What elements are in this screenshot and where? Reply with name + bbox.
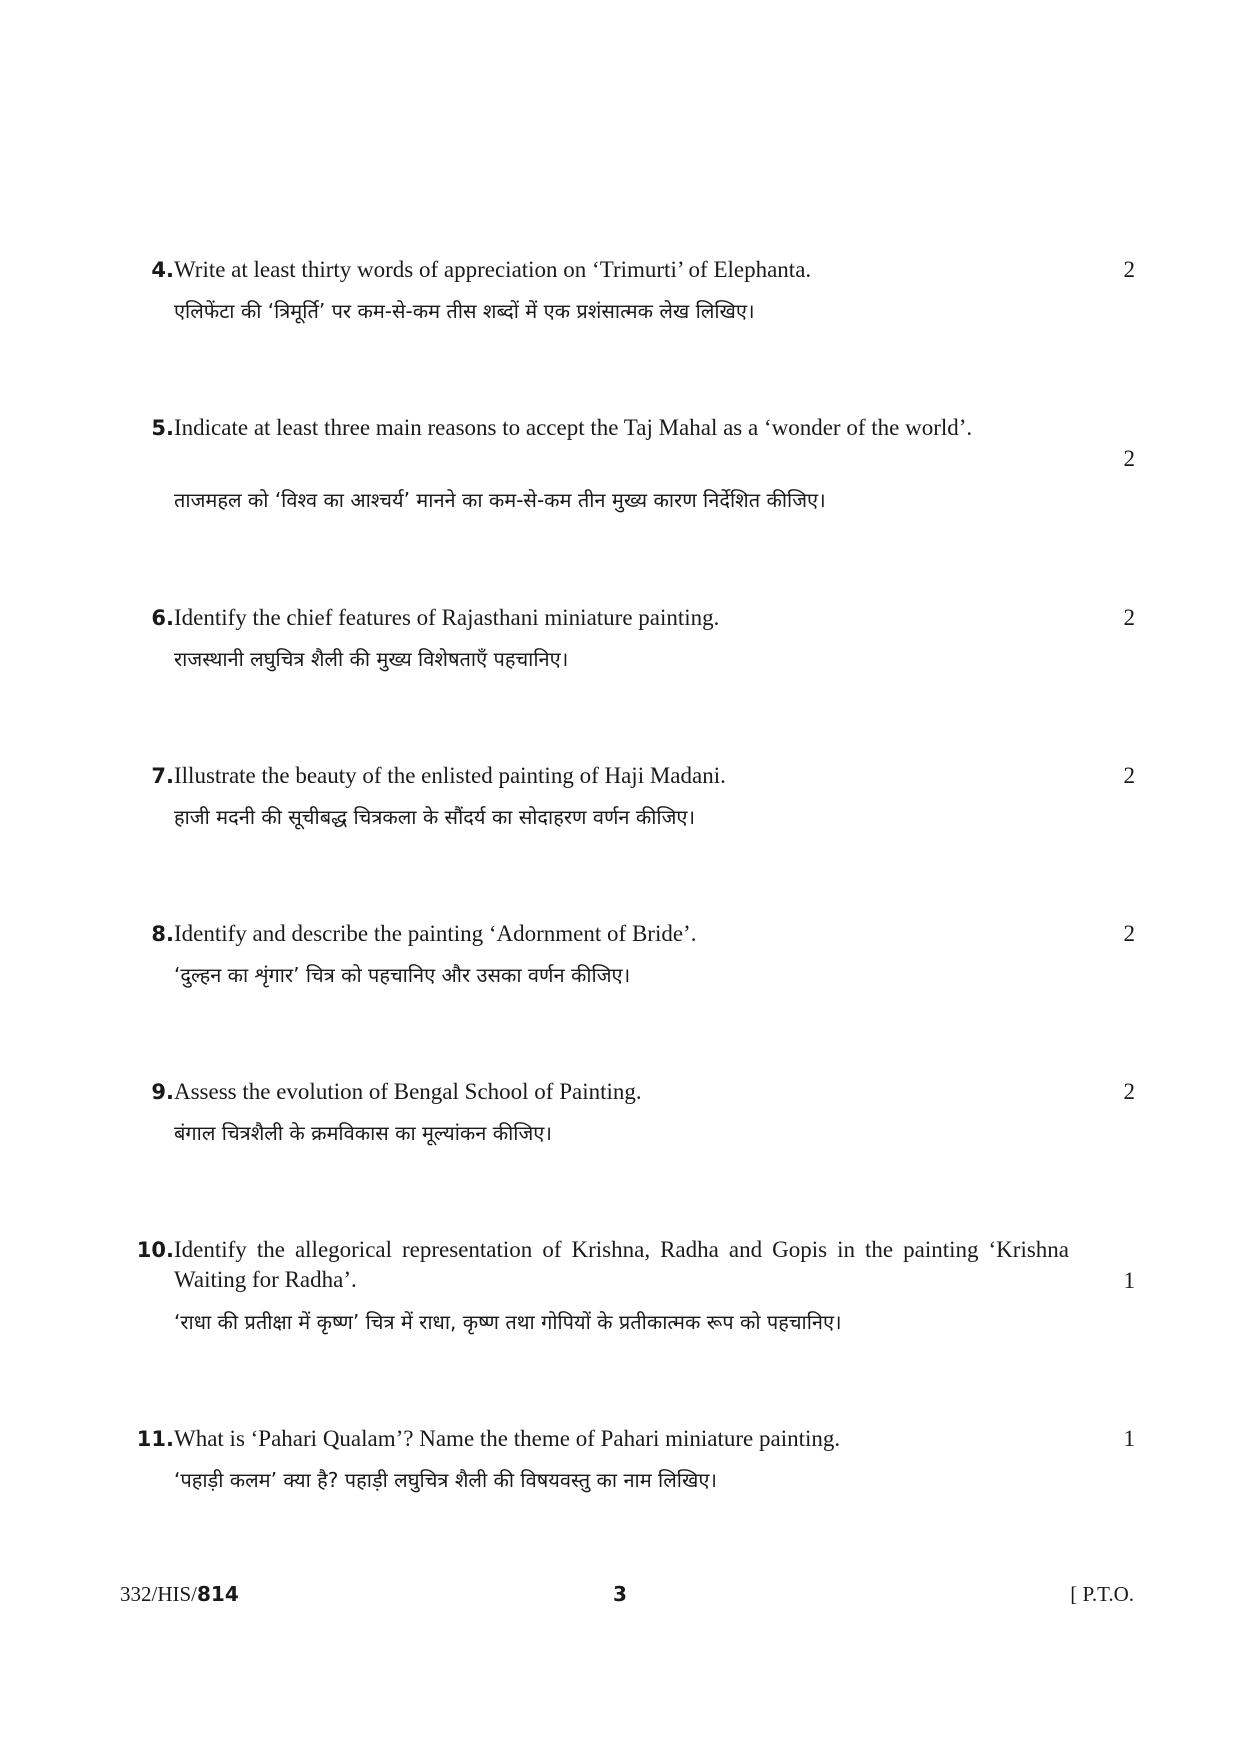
question-text-hindi: ‘राधा की प्रतीक्षा में कृष्ण’ चित्र में राधा, कृष्ण तथा गोपियों के प्रतीकात्मक रूप को पहचानिए। (174, 1310, 842, 1334)
question-marks: 2 (1123, 257, 1135, 282)
question-text-english: Indicate at least three main reasons to accept the Taj Mahal as a ‘wonder of the world’. (174, 415, 973, 440)
question-text-hindi: हाजी मदनी की सूचीबद्ध चित्रकला के सौंदर्य का सोदाहरण वर्णन कीजिए। (174, 805, 696, 829)
question-text-english: Assess the evolution of Bengal School of Painting. (174, 1079, 642, 1104)
page-footer (0, 1578, 1242, 1610)
question-text-english: Identify the chief features of Rajasthani miniature painting. (174, 605, 720, 630)
question-marks: 2 (1123, 446, 1135, 471)
question-number: 8. (151, 922, 174, 946)
question-marks: 2 (1123, 605, 1135, 630)
paper-code-number: 814 (197, 1582, 239, 1606)
page-number: 3 (613, 1582, 627, 1606)
question-text-hindi: राजस्थानी लघुचित्र शैली की मुख्य विशेषताएँ पहचानिए। (174, 647, 569, 671)
question-marks: 2 (1123, 921, 1135, 946)
question-text-hindi: बंगाल चित्रशैली के क्रमविकास का मूल्यांकन कीजिए। (174, 1121, 552, 1145)
question-marks: 2 (1123, 763, 1135, 788)
question-marks: 1 (1123, 1426, 1135, 1451)
question-text-english: Identify and describe the painting ‘Adornment of Bride’. (174, 921, 697, 946)
question-number: 5. (151, 416, 174, 440)
question-text-english: Illustrate the beauty of the enlisted painting of Haji Madani. (174, 763, 726, 788)
question-marks: 1 (1123, 1268, 1135, 1293)
paper-code (120, 1578, 239, 1610)
question-text-hindi: ताजमहल को ‘विश्व का आश्चर्य’ मानने का कम-से-कम तीन मुख्य कारण निर्देशित कीजिए। (174, 488, 826, 512)
paper-code-prefix: 332/HIS/ (120, 1582, 198, 1606)
question-text-hindi: एलिफेंटा की ‘त्रिमूर्ति’ पर कम-से-कम तीस शब्दों में एक प्रशंसात्मक लेख लिखिए। (174, 299, 755, 323)
question-number: 6. (151, 606, 174, 630)
question-number: 7. (151, 764, 174, 788)
question-marks: 2 (1123, 1079, 1135, 1104)
question-number: 11. (136, 1427, 174, 1451)
question-number: 10. (136, 1238, 174, 1262)
question-text-english: What is ‘Pahari Qualam’? Name the theme of Pahari miniature painting. (174, 1426, 841, 1451)
pto-label: [ P.T.O. (1070, 1582, 1134, 1606)
question-number: 9. (151, 1080, 174, 1104)
question-number: 4. (151, 258, 174, 282)
question-text-english: Write at least thirty words of appreciation on ‘Trimurti’ of Elephanta. (174, 257, 812, 282)
question-text-hindi: ‘पहाड़ी कलम’ क्या है? पहाड़ी लघुचित्र शैली की विषयवस्तु का नाम लिखिए। (174, 1468, 717, 1492)
question-text-hindi: ‘दुल्हन का शृंगार’ चित्र को पहचानिए और उसका वर्णन कीजिए। (174, 963, 631, 987)
question-text-english: Identify the allegorical representation of Krishna, Radha and Gopis in the painting ‘Krishna Waiting for Radha’. (174, 1237, 1069, 1292)
